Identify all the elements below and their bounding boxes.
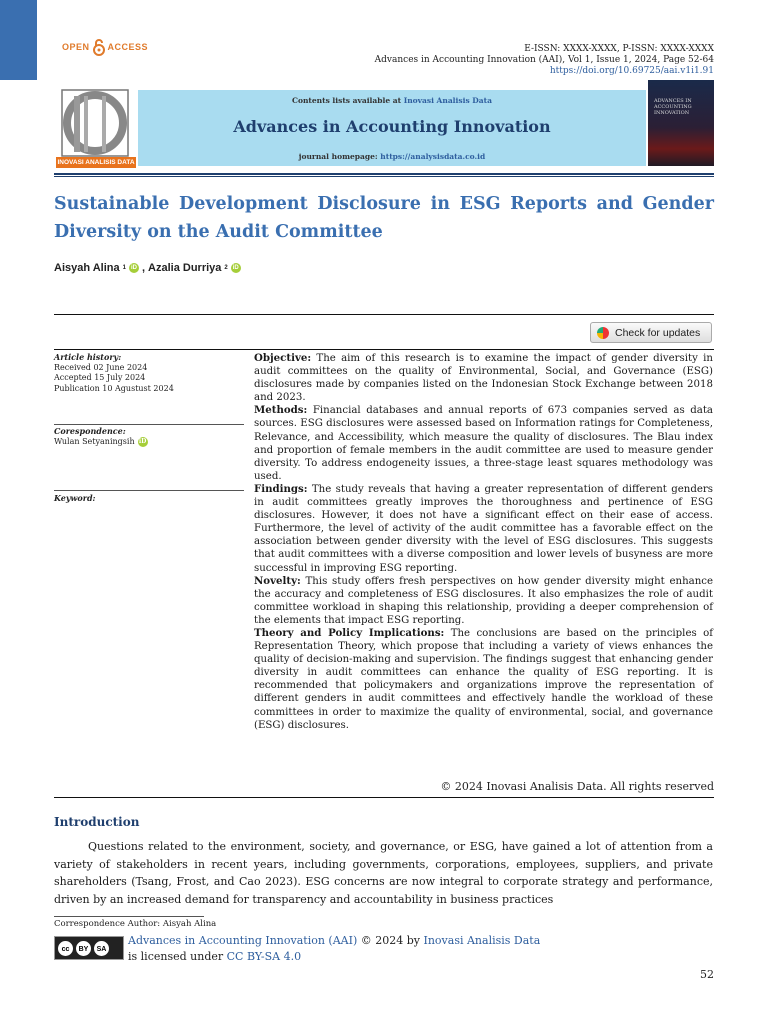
cover-title: ADVANCES IN ACCOUNTING INNOVATION [654,98,692,116]
section-heading-introduction: Introduction [54,815,140,829]
publication-date: Publication 10 Agustust 2024 [54,383,174,393]
abstract [254,352,713,732]
check-for-updates-button[interactable] [590,322,712,343]
contents-line: Contents lists available at Inovasi Analisis Data [292,96,492,105]
license-journal-link[interactable]: Advances in Accounting Innovation (AAI) [128,934,358,947]
open-access-right-text: ACCESS [107,42,149,52]
contents-link[interactable]: Inovasi Analisis Data [403,96,492,105]
correspondence-heading: Corespondence: [54,426,126,436]
license-line-1: Advances in Accounting Innovation (AAI) © 2024 by Inovasi Analisis Data [128,934,541,947]
received-date: Received 02 June 2024 [54,362,148,372]
sidebar-rule [54,424,244,425]
accepted-date: Accepted 15 July 2024 [54,373,146,382]
abstract-novelty: Novelty: This study offers fresh perspectives on how gender diversity might enhance the accuracy and completeness of ESG disclosures. It also emphasizes the role of audit committee workload in shaping this relationship, providing a deeper comprehension of the elements that impact ESG reporting. [254,574,713,626]
journal-cover-image [648,80,714,166]
publisher-logo-text: INOVASI ANALISIS DATA [57,159,135,166]
citation-line: Advances in Accounting Innovation (AAI), Vol 1, Issue 1, 2024, Page 52-64 [374,55,714,65]
abstract-top-rule [54,349,714,350]
journal-title: Advances in Accounting Innovation [233,117,551,136]
copyright-notice: © 2024 Inovasi Analisis Data. All rights reserved [440,780,714,793]
introduction-paragraph: Questions related to the environment, society, and governance, or ESG, have gained a lot of attention from a variety of stakeholders in recent years, including governments, corporations, employees, suppliers, and private shareholders (Tsang, Frost, and Cao 2023). ESG concerns are now integral to corporate strategy and performance, driven by an increased demand for transparency and accountability in business practices [54,840,713,906]
correspondence-block [54,426,244,447]
homepage-line: journal homepage: https://analysisdata.co.id [298,152,486,161]
abstract-findings: Findings: The study reveals that having a greater representation of different genders in audit committees greatly improves the thoroughness and pertinence of ESG disclosures. However, it does not have a significant effect on their ease of access. Furthermore, the level of activity of the audit committee has a favorable effect on the association between gender diversity with the level of ESG disclosures. This suggests that audit committees with a diverse composition and lower levels of busyness are more successful in improving ESG reporting. [254,482,713,574]
open-access-logo [62,38,148,56]
journal-meta [375,44,714,77]
homepage-link[interactable]: https://analysisdata.co.id [380,152,486,161]
cc-sa-icon: SA [94,941,109,956]
header-rule [54,173,714,175]
correspondent-name: Wulan Setyaningsih [54,436,135,446]
cc-by-icon: BY [76,941,91,956]
license-link[interactable]: CC BY-SA 4.0 [226,950,302,963]
correspondence-author-note: Correspondence Author: Aisyah Alina [54,919,217,929]
section-rule [54,314,714,315]
check-updates-label: Check for updates [615,326,701,339]
license-publisher-link[interactable]: Inovasi Analisis Data [423,934,541,947]
orcid-icon[interactable]: iD [138,437,147,445]
cc-icon: cc [58,941,73,956]
history-heading: Article history: [54,352,122,362]
orcid-icon[interactable]: iD [130,265,137,271]
open-lock-icon [92,38,106,56]
cc-license-badge[interactable] [54,936,124,960]
author-name: Azalia Durriya [148,262,222,274]
keyword-heading: Keyword: [54,493,96,503]
issn-line: E-ISSN: XXXX-XXXX, P-ISSN: XXXX-XXXX [524,44,714,54]
abstract-theory: Theory and Policy Implications: The conclusions are based on the principles of Representation Theory, which propose that including a variety of views enhances the quality of decision-making and supervision. The findings suggest that enhancing gender diversity in audit committees can enhance the quality of ESG reporting. It is recommended that policymakers and organizations improve the representation of different genders in audit committees and effectively handle the workload of these committees in order to maximize the quality of environmental, social, and governance (ESG) disclosures. [254,626,713,731]
crossmark-icon [597,327,609,339]
article-title: Sustainable Development Disclosure in ESG Reports and Gender Diversity on the Audit Committee [54,194,714,242]
page-number: 52 [700,968,714,981]
journal-banner [138,90,646,166]
abstract-methods: Methods: Financial databases and annual reports of 673 companies served as data sources. ESG disclosures were assessed based on Information ratings for Completeness, Relevance, and Accessibility, which measure the quality of disclosures. The Blau index and proportion of female members in the audit committee are used to measure gender diversity. To address endogeneity issues, a three-stage least squares methodology was used. [254,404,713,482]
orcid-icon[interactable]: iD [232,265,239,271]
publisher-logo-icon [54,86,136,168]
license-line-2: is licensed under CC BY-SA 4.0 [128,950,302,963]
abstract-bottom-rule [54,797,714,798]
doi-link[interactable]: https://doi.org/10.69725/aai.v1i1.91 [549,66,714,76]
footnote-rule [54,916,204,917]
author-name: Aisyah Alina [54,262,120,274]
author-list: Aisyah Alina 1 iD , Azalia Durriya 2 iD [54,262,239,274]
article-history [54,352,244,394]
header-rule-thin [54,176,714,177]
open-access-left-text: OPEN [62,42,90,52]
keyword-block [54,493,244,504]
side-color-tab [0,0,37,80]
abstract-objective: Objective: The aim of this research is to examine the impact of gender diversity in audit committees on the quality of Environmental, Social, and Governance (ESG) disclosures made by companies listed on the Indonesian Stock Exchange between 2018 and 2023. [254,352,713,404]
sidebar-rule [54,490,244,491]
